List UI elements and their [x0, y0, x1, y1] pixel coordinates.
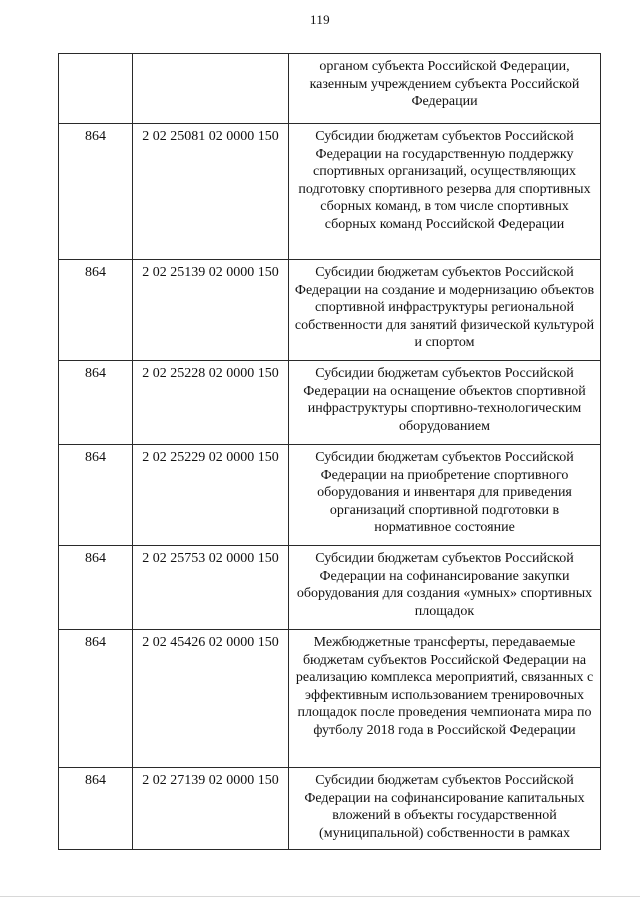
admin-code-cell	[59, 54, 133, 124]
budget-code-cell	[133, 54, 289, 124]
budget-code-cell: 2 02 25229 02 0000 150	[133, 445, 289, 546]
revenue-name-cell: Межбюджетные трансферты, передаваемые бюджетам субъектов Российской Федерации на реализацию комплекса мероприятий, связанных с эффективным использованием тренировочных площадок после проведения чемпионата мира по футболу 2018 года в Российской Федерации	[289, 630, 601, 768]
admin-code-cell: 864	[59, 260, 133, 361]
admin-code-cell: 864	[59, 768, 133, 850]
table-row	[59, 260, 601, 361]
budget-code-cell: 2 02 25081 02 0000 150	[133, 124, 289, 260]
revenue-name-cell: Субсидии бюджетам субъектов Российской Федерации на создание и модернизацию объектов спортивной инфраструктуры региональной собственности для занятий физической культурой и спортом	[289, 260, 601, 361]
admin-code-cell: 864	[59, 124, 133, 260]
budget-code-cell: 2 02 27139 02 0000 150	[133, 768, 289, 850]
revenue-name-cell: Субсидии бюджетам субъектов Российской Федерации на приобретение спортивного оборудования и инвентаря для приведения организаций спортивной подготовки в нормативное состояние	[289, 445, 601, 546]
page-bottom-edge	[0, 896, 640, 897]
table-row	[59, 630, 601, 768]
revenue-name-cell: Субсидии бюджетам субъектов Российской Федерации на софинансирование закупки оборудования для создания «умных» спортивных площадок	[289, 546, 601, 630]
table-row	[59, 54, 601, 124]
page-number: 119	[310, 12, 330, 27]
revenue-name-cell: Субсидии бюджетам субъектов Российской Федерации на оснащение объектов спортивной инфраструктуры спортивно-технологическим оборудованием	[289, 361, 601, 445]
admin-code-cell: 864	[59, 546, 133, 630]
budget-code-cell: 2 02 25753 02 0000 150	[133, 546, 289, 630]
revenue-codes-table	[58, 53, 601, 850]
table-row	[59, 768, 601, 850]
admin-code-cell: 864	[59, 630, 133, 768]
admin-code-cell: 864	[59, 361, 133, 445]
table-row	[59, 361, 601, 445]
revenue-name-cell: органом субъекта Российской Федерации, казенным учреждением субъекта Российской Федерации	[289, 54, 601, 124]
revenue-name-cell: Субсидии бюджетам субъектов Российской Федерации на государственную поддержку спортивных организаций, осуществляющих подготовку спортивного резерва для спортивных сборных команд, в том числе спортивных сборных команд Российской Федерации	[289, 124, 601, 260]
table-row	[59, 546, 601, 630]
table-row	[59, 445, 601, 546]
admin-code-cell: 864	[59, 445, 133, 546]
budget-code-cell: 2 02 25139 02 0000 150	[133, 260, 289, 361]
revenue-name-cell: Субсидии бюджетам субъектов Российской Федерации на софинансирование капитальных вложений в объекты государственной (муниципальной) собственности в рамках	[289, 768, 601, 850]
table-row	[59, 124, 601, 260]
budget-code-cell: 2 02 25228 02 0000 150	[133, 361, 289, 445]
budget-code-cell: 2 02 45426 02 0000 150	[133, 630, 289, 768]
